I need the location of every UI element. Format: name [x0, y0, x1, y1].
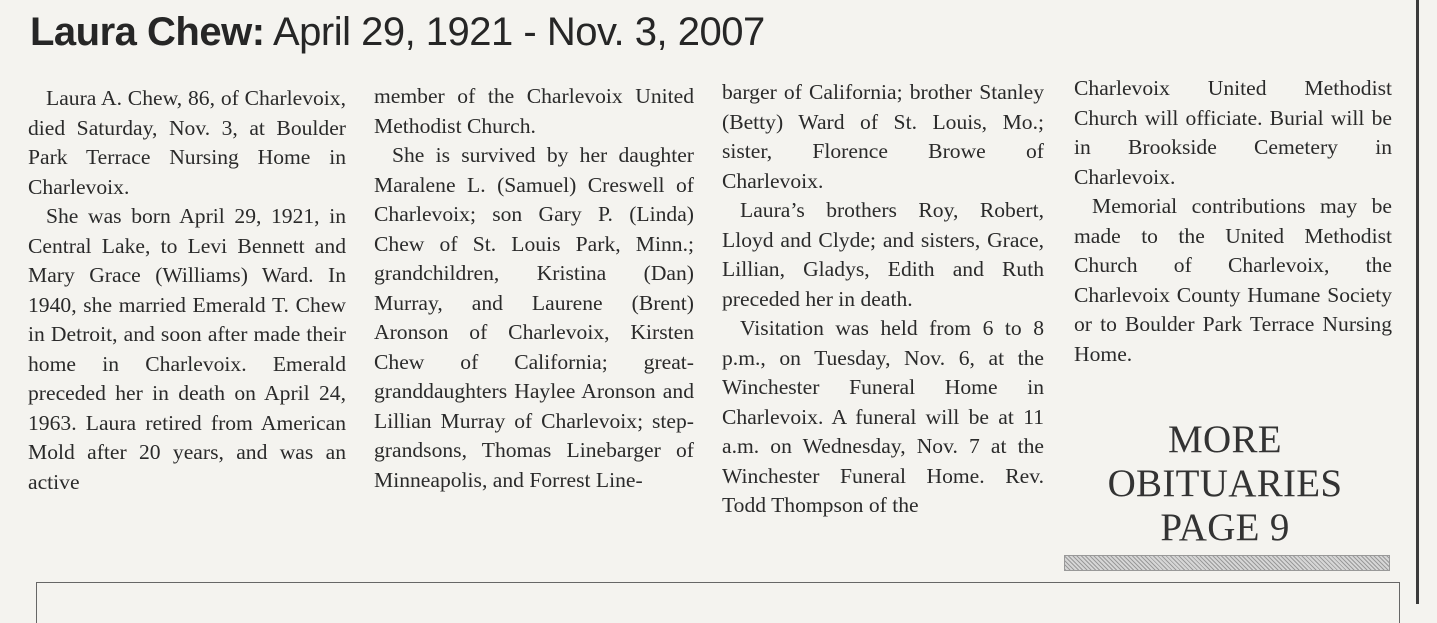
paragraph: Laura’s brothers Roy, Robert, Lloyd and Clyde; and sisters, Grace, Lillian, Gladys, Edith and Ruth preceded her in death.: [722, 198, 1044, 311]
page-reference-line: PAGE 9: [1160, 506, 1290, 549]
shaded-divider: [1064, 555, 1390, 571]
column-rule: [1416, 0, 1419, 604]
obituary-headline: [30, 6, 765, 58]
paragraph: Laura A. Chew, 86, of Charlevoix, died Saturday, Nov. 3, at Boulder Park Terrace Nursing Home in Charlevoix.: [28, 86, 346, 199]
paragraph: Charlevoix United Methodist Church will officiate. Burial will be in Brookside Cemetery in Charlevoix.: [1074, 76, 1392, 189]
next-article-border: [36, 582, 1400, 623]
paragraph: member of the Charlevoix United Methodist Church.: [374, 84, 694, 138]
paragraph: She was born April 29, 1921, in Central Lake, to Levi Bennett and Mary Grace (Williams) Ward. In 1940, she married Emerald T. Chew in Detroit, and soon after made their home in Charlevoix. Emerald preceded her in death on April 24, 1963. Laura retired from American Mold after 20 years, and was an active: [28, 204, 346, 494]
headline-name: Laura Chew:: [30, 10, 265, 54]
paragraph: barger of California; brother Stanley (Betty) Ward of St. Louis, Mo.; sister, Florence Browe of Charlevoix.: [722, 80, 1044, 193]
text-column-4: [1074, 74, 1392, 369]
text-column-2: [374, 82, 694, 495]
paragraph: She is survived by her daughter Maralene L. (Samuel) Creswell of Charlevoix; son Gary P. (Linda) Chew of St. Louis Park, Minn.; grandchildren, Kristina (Dan) Murray, and Laurene (Brent) Aronson of Charlevoix, Kirsten Chew of California; great-granddaughters Haylee Aronson and Lillian Murray of Charlevoix; step-grandsons, Thomas Linebarger of Minneapolis, and Forrest Line-: [374, 143, 694, 492]
more-obituaries-notice: [1062, 418, 1388, 550]
headline-dates: April 29, 1921 - Nov. 3, 2007: [272, 10, 765, 54]
obituaries-line: OBITUARIES: [1107, 462, 1343, 505]
text-column-3: [722, 78, 1044, 521]
text-column-1: [28, 84, 346, 497]
paragraph: Memorial contributions may be made to the United Methodist Church of Charlevoix, the Charlevoix County Humane Society or to Boulder Park Terrace Nursing Home.: [1074, 194, 1392, 366]
more-line: MORE: [1168, 418, 1282, 461]
paragraph: Visitation was held from 6 to 8 p.m., on Tuesday, Nov. 6, at the Winchester Funeral Home in Charlevoix. A funeral will be at 11 a.m. on Wednesday, Nov. 7 at the Winchester Funeral Home. Rev. Todd Thompson of the: [722, 316, 1044, 517]
